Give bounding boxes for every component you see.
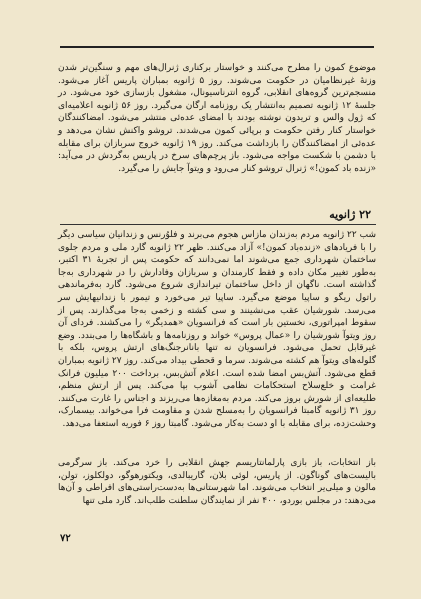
paragraph-1 (58, 62, 376, 175)
paragraph-1-text: موضوع کمون را مطرح می‌کنند و خواستار برکناری ژنرال‌های مهم و سنگین‌تر شدن وزنهٔ غیرنظامیان در حکومت می‌شوند. روز ۵ ژانویه بمباران پاریس آغاز می‌شود. منسجم‌ترین گروه‌های انقلابی، گروه انترناسیونال، مشغول بازسازی خود می‌شود. در جلسهٔ ۱۲ ژانویه تصمیم به‌انتشار یک روزنامه ارگان می‌گیرد. روز ۵۶ ژانویه اعلامیه‌ای که ژول والس و تریدون نوشته بودند با امضای عده‌ئی منتشر می‌شود. امضاکنندگان خواستار کنار رفتن حکومت و برپائی کمون می‌شدند. تروشو واکنش نشان می‌دهد و عده‌ئی از امضاکنندگان را بازداشت می‌کند. روز ۱۹ ژانویه خروج سربازان برای مقابله با دشمن با شکست مواجه می‌شود. باز پرچم‌های سرخ در پاریس به‌گردش در می‌آید: «زنده باد کمون!» ژنرال تروشو کنار می‌رود و ویتوآ جایش را می‌گیرد. (58, 63, 376, 174)
section-heading: ۲۲ ژانویه (329, 208, 371, 221)
paragraph-3-text: باز انتخابات، باز بازی پارلمانتاریسم جهش انقلابی را خرد می‌کند. باز سرگرمی بالیست‌های گوناگون. از پاریس، لوئی بلان، گاریبالدی، ویکتورهوگو، دولکلوز، تولن، مالون و میلی‌یر انتخاب می‌شوند. اما شهرستانی‌ها به‌دست‌راستی‌های افراطی و آن‌ها می‌دهند: در مجلس بوردو، ۴۰۰ نفر از نمایندگان سلطنت طلب‌اند. گارد ملی تنها (58, 458, 376, 506)
paragraph-2 (58, 229, 376, 431)
paragraph-2-text: شب ۲۲ ژانویه مردم به‌زندان مازاس هجوم می‌برند و فلوُرنس و زندانیان سیاسی دیگر را با فریادهای «زنده‌باد کمون!» آزاد می‌کنند. ظهر ۲۲ ژانویه گارد ملی و مردم جلوی ساختمان شهرداری جمع می‌شوند اما نمی‌دانند که حکومت پس از تجربهٔ ۳۱ اکتبر، به‌طور تغییر مکان داده و فقط کارمندان و سربازان وفادارش را در شهرداری به‌جا گذاشته است. ناگهان از داخل ساختمان تیراندازی شروع می‌شود. گارد به‌فرماندهی راتول ریگو و ساپیا موضع می‌گیرد. ساپیا تیر می‌خورد و تیمور با زندانیهایش سر می‌رسد. شورشیان عقب می‌نشینند و سی کشته و زخمی به‌جا می‌گذارند. پس از سقوط امپراتوری، نخستین بار است که فرانسویان «همدیگر» را می‌کشند. فردای آن روز ویتوآ شورشیان را «عمال پروس» خواند و روزنامه‌ها و باشگاه‌ها را می‌بندد. وضع غیرقابل تحمل می‌شود. فرانسویان نه تنها بانانرجنگ‌های ارتش پروس، بلکه با گلوله‌های ویتوآ هم کشته می‌شوند. سرما و قحطی بیداد می‌کند. روز ۲۷ ژانویه بمباران قطع می‌شود. آتش‌بس امضا شده است. اعلام آتش‌بس، برداخت ۲۰۰ میلیون فرانک غرامت و خلع‌سلاح استحکامات نظامی آشوب بپا می‌کند. پس از ارتش منظم، طلیعه‌ای از شورش بروز می‌کند. مردم به‌مغازه‌ها می‌ریزند و اجناس را غارت می‌کنند. روز ۳۱ ژانویه گامبتا فرانسویان را به‌مسلح شدن و مقاومت فرا می‌خواند. بیسمارک، وحشت‌زده، برای مقابله با او دست به‌کار می‌شود. گامبتا روز ۶ فوریه استعفا می‌دهد. (58, 230, 377, 429)
heading-rule (60, 224, 376, 225)
page-number: ۷۲ (60, 533, 71, 544)
top-rule (60, 46, 374, 48)
paragraph-3 (58, 457, 376, 507)
